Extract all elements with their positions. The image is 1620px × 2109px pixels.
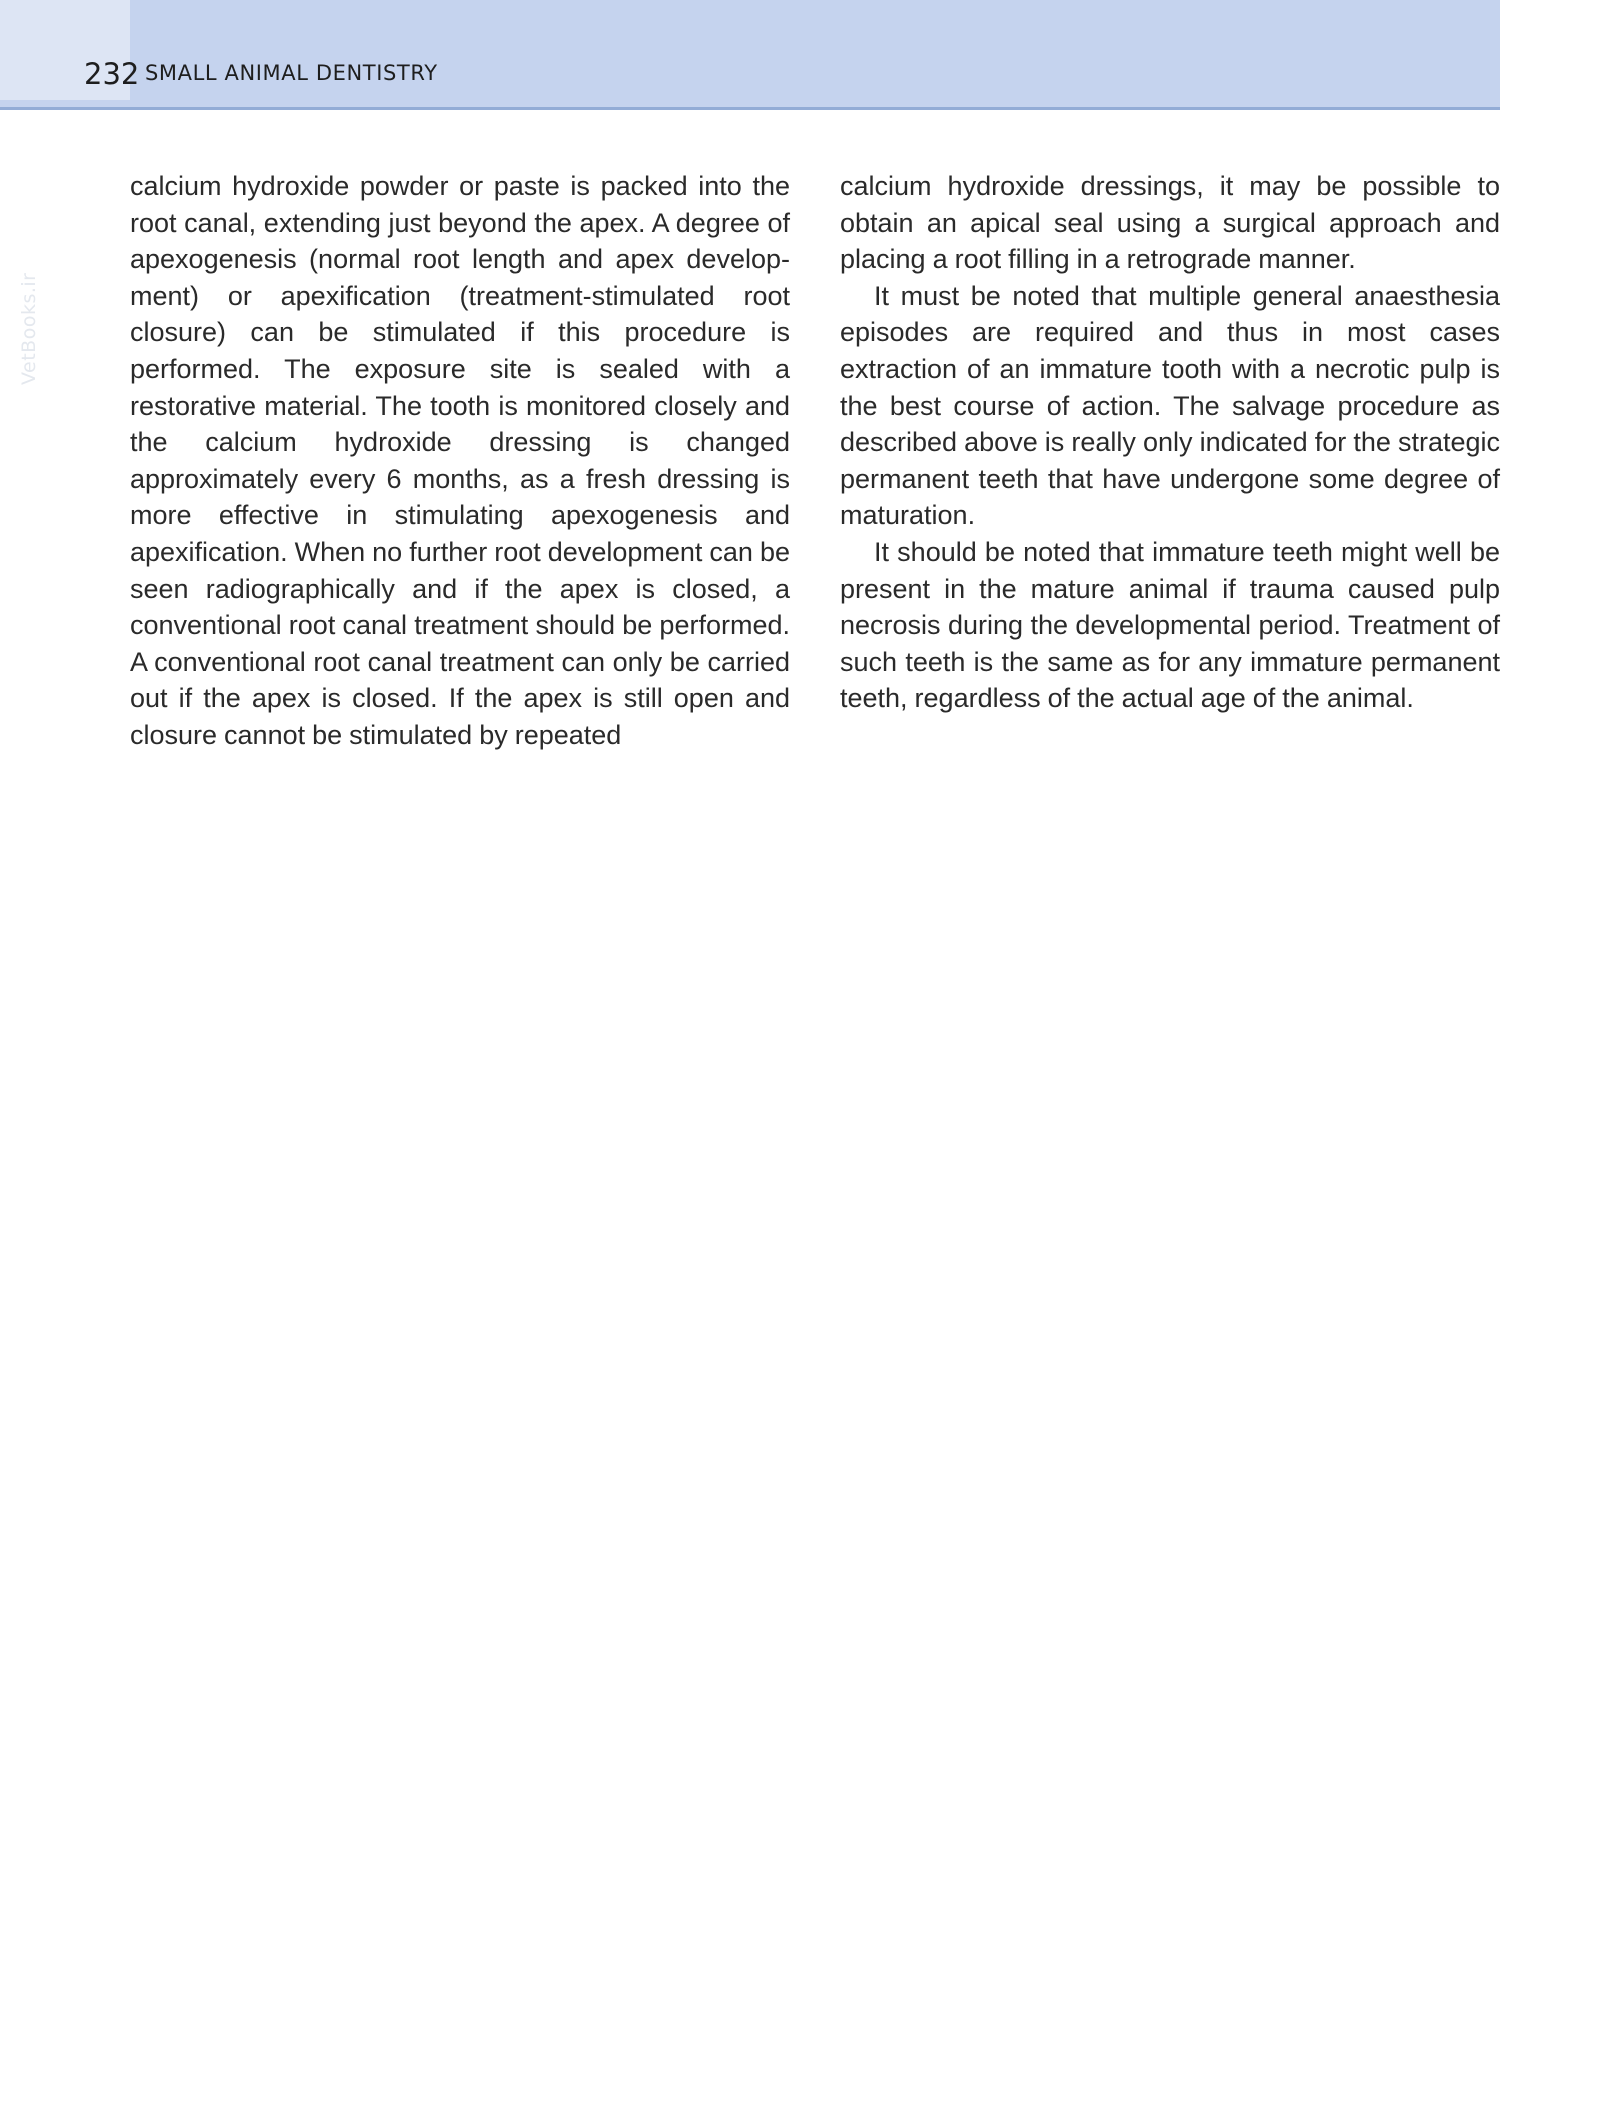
page-number: 232 [84,57,140,91]
running-title: SMALL ANIMAL DENTISTRY [145,61,438,85]
watermark: VetBooks.ir [18,272,40,385]
right-column [840,168,1500,717]
paragraph: calcium hydroxide dressings, it may be possible to obtain an apical seal using a surgical approach and placing a root filling in a retrograde manner. [840,171,1500,275]
left-column [130,168,790,754]
paragraph: It should be noted that immature teeth might well be present in the mature animal if trauma caused pulp necrosis during the developmental period. Treatment of such teeth is the same as for any immature permanent teeth, regardless of the actual age of the animal. [840,536,1500,714]
paragraph: It must be noted that multiple general anaesthesia episodes are required and thus in most cases extraction of an immature tooth with a necrotic pulp is the best course of action. The salvage procedure as described above is really only indicated for the strategic permanent teeth that have undergone some degree of maturation. [840,280,1500,531]
running-header [0,0,1500,110]
paragraph: calcium hydroxide powder or paste is packed into the root canal, extending just beyond the apex. A degree of apexogenesis (normal root length and apex development) or apexification (treatment-stimulated root closure) can be stimulated if this procedure is performed. The exposure site is sealed with a restorative material. The tooth is monitored closely and the calcium hydroxide dressing is changed approximately every 6 months, as a fresh dressing is more effective in stimulating apexogenesis and apexification. When no further root development can be seen radiographically and if the apex is closed, a conventional root canal treatment should be performed. A conventional root canal treatment can only be carried out if the apex is closed. If the apex is still open and closure cannot be stimulated by repeated [130,171,790,750]
